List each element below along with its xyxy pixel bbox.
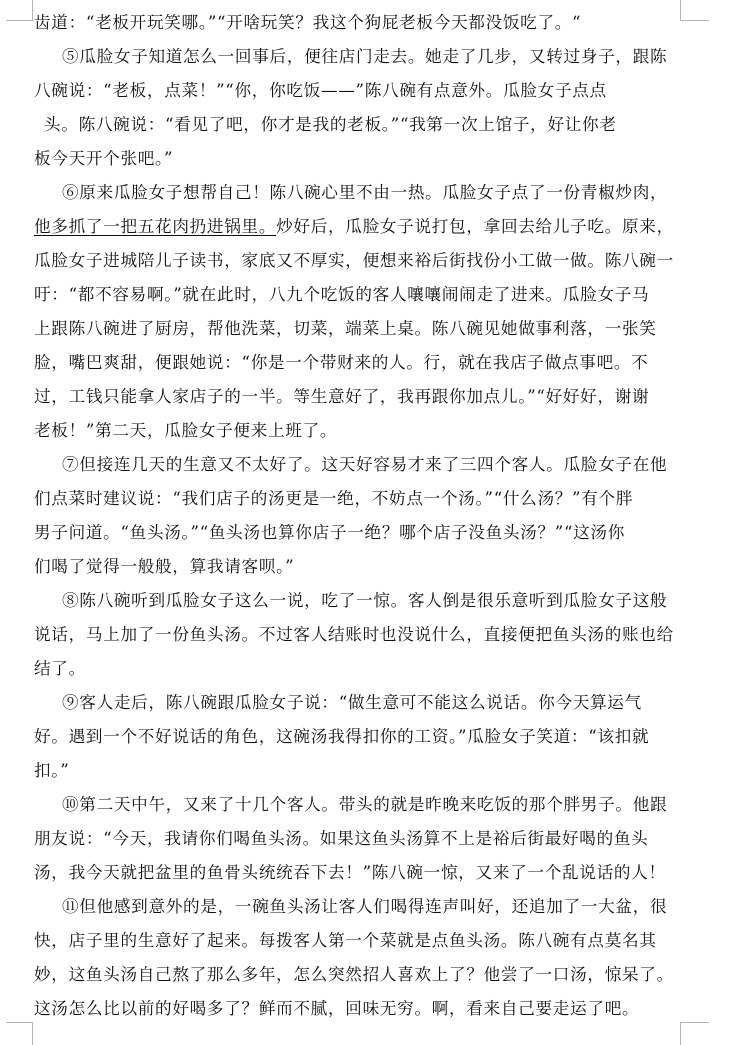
text-line: 头。陈八碗说：“看见了吧，你才是我的老板。”“我第一次上馆子，好让你老 <box>44 115 617 134</box>
text-line: 快，店子里的生意好了起来。每拨客人第一个菜就是点鱼头汤。陈八碗有点莫名其 <box>34 931 657 950</box>
text-line: 汤，我今天就把盆里的鱼骨头统统吞下去！”陈八碗一惊，又来了一个乱说话的人！ <box>34 863 666 882</box>
text-line: 妙，这鱼头汤自己熬了那么多年，怎么突然招人喜欢上了？他尝了一口汤，惊呆了。 <box>34 965 674 984</box>
text-line: 们喝了觉得一般般，算我请客呗。” <box>34 557 295 576</box>
crop-mark-top-left <box>6 0 33 21</box>
text-line: 上跟陈八碗进了厨房，帮他洗菜，切菜，端菜上桌。陈八碗见她做事利落，一张笑 <box>34 319 657 338</box>
text-line: 们点菜时建议说：“我们店子的汤更是一绝，不妨点一个汤。”“什么汤？”有个胖 <box>34 489 634 508</box>
text-line: 这汤怎么比以前的好喝多了？鲜而不腻，回味无穷。啊，看来自己要走运了吧。 <box>34 999 640 1018</box>
paragraph-10-line: ⑩第二天中午，又来了十几个客人。带头的就是昨晚来吃饭的那个胖男子。他跟 <box>62 795 668 814</box>
text-line: 说话，马上加了一份鱼头汤。不过客人结账时也没说什么，直接便把鱼头汤的账也给 <box>34 625 674 644</box>
paragraph-7-line: ⑦但接连几天的生意又不太好了。这天好容易才来了三四个客人。瓜脸女子在他 <box>62 455 668 474</box>
crop-mark-bottom-right <box>680 1022 709 1045</box>
text-line: 八碗说：“老板，点菜！”“你，你吃饭——”陈八碗有点意外。瓜脸女子点点 <box>34 81 607 100</box>
text-line: 好。遇到一个不好说话的角色，这碗汤我得扣你的工资。”瓜脸女子笑道：“该扣就 <box>34 727 650 746</box>
text-line: 过，工钱只能拿人家店子的一半。等生意好了，我再跟你加点儿。”“好好好，谢谢 <box>34 387 650 406</box>
text-line: 他多抓了一把五花肉扔进锅里。炒好后，瓜脸女子说打包，拿回去给儿子吃。原来， <box>34 217 674 236</box>
crop-mark-top-right <box>680 0 709 21</box>
text-line: 朋友说：“今天，我请你们喝鱼头汤。如果这鱼头汤算不上是裕后街最好喝的鱼头 <box>34 829 649 848</box>
paragraph-8-line: ⑧陈八碗听到瓜脸女子这么一说，吃了一惊。客人倒是很乐意听到瓜脸女子这般 <box>62 591 668 610</box>
text-line: 吁：“都不容易啊。”就在此时，八九个吃饭的客人嚷嚷闹闹走了进来。瓜脸女子马 <box>34 285 650 304</box>
paragraph-5-line: ⑤瓜脸女子知道怎么一回事后，便往店门走去。她走了几步，又转过身子，跟陈 <box>62 47 668 66</box>
story-text <box>34 0 682 1026</box>
text-line: 结了。 <box>34 659 86 678</box>
text-line: 脸，嘴巴爽甜，便跟她说：“你是一个带财来的人。行，就在我店子做点事吧。不 <box>34 353 649 372</box>
paragraph-9-line: ⑨客人走后，陈八碗跟瓜脸女子说：“做生意可不能这么说话。你今天算运气 <box>62 693 642 712</box>
text-line: 老板！”第二天，瓜脸女子便来上班了。 <box>34 421 338 440</box>
paragraph-11-line: ⑪但他感到意外的是，一碗鱼头汤让客人们喝得连声叫好，还追加了一大盆，很 <box>62 897 668 916</box>
text-line: 男子问道。“鱼头汤。”“鱼头汤也算你店子一绝？哪个店子没鱼头汤？”“这汤你 <box>34 523 626 542</box>
text-line: 扣。” <box>34 761 70 780</box>
underlined-sentence: 他多抓了一把五花肉扔进锅里。 <box>34 217 277 236</box>
text-line: 板今天开个张吧。” <box>34 149 174 168</box>
paragraph-6-line: ⑥原来瓜脸女子想帮自己！陈八碗心里不由一热。瓜脸女子点了一份青椒炒肉， <box>62 183 668 202</box>
text-line: 齿道：“老板开玩笑哪。”“开啥玩笑？我这个狗屁老板今天都没饭吃了。“ <box>34 13 582 32</box>
text-line: 瓜脸女子进城陪儿子读书，家底又不厚实，便想来裕后街找份小工做一做。陈八碗一 <box>34 251 674 270</box>
crop-mark-bottom-left <box>6 1022 33 1045</box>
